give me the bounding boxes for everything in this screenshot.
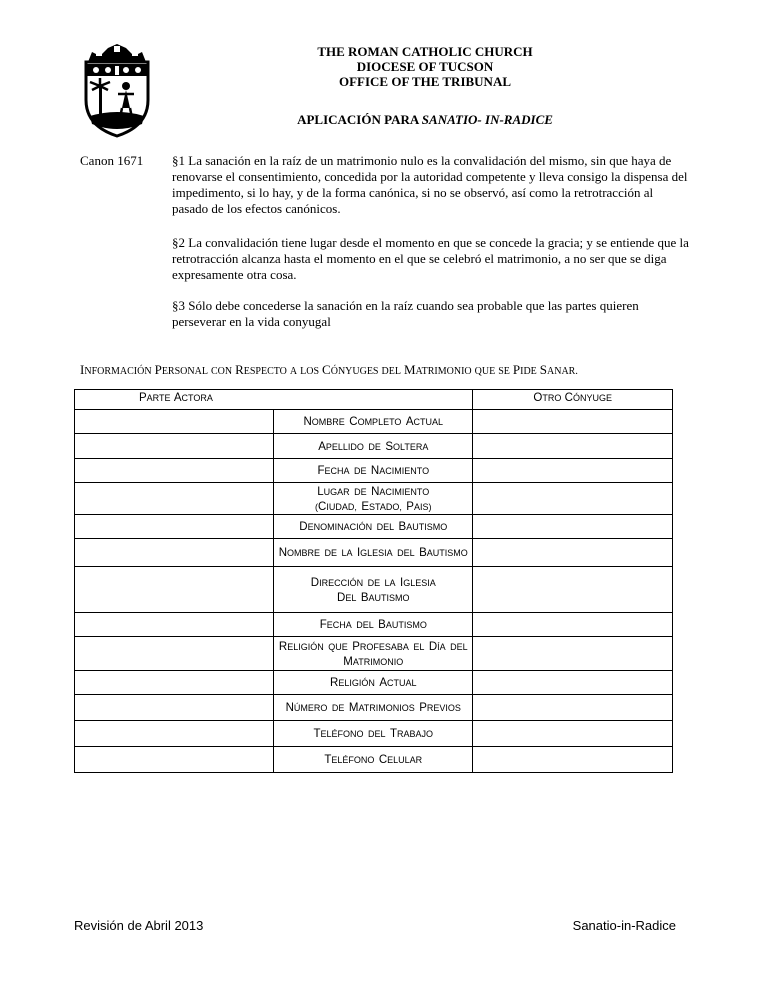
row-label-line-2: MATRIMONIO (343, 655, 404, 668)
table-row (75, 695, 673, 721)
row-label (274, 637, 473, 671)
otro-conyuge-field[interactable] (473, 459, 673, 483)
otro-conyuge-field[interactable] (473, 434, 673, 459)
row-label-line: NÚMERO DE MATRIMONIOS PREVIOS (285, 702, 461, 714)
application-title-prefix: APLICACIÓN PARA (297, 112, 422, 127)
otro-conyuge-field[interactable] (473, 671, 673, 695)
table-row (75, 539, 673, 567)
table-row (75, 747, 673, 773)
row-label-line: RELIGIÓN QUE PROFESABA EL DÍA DEL (278, 640, 468, 653)
row-label (274, 671, 473, 695)
row-label (274, 434, 473, 459)
parte-actora-header: PARTE ACTORA (139, 392, 213, 404)
row-label-line: FECHA DEL BAUTISMO (319, 619, 427, 631)
table-row (75, 434, 673, 459)
parte-actora-field[interactable] (75, 747, 274, 773)
parte-actora-field[interactable] (75, 434, 274, 459)
table-row (75, 410, 673, 434)
table-row (75, 671, 673, 695)
otro-conyuge-field[interactable] (473, 539, 673, 567)
row-label-line: LUGAR DE NACIMIENTO (317, 485, 430, 498)
table-row (75, 721, 673, 747)
row-label-line: RELIGIÓN ACTUAL (330, 677, 417, 689)
row-label (274, 459, 473, 483)
parte-actora-field[interactable] (75, 459, 274, 483)
application-title (230, 112, 620, 128)
otro-conyuge-field[interactable] (473, 410, 673, 434)
table-row (75, 459, 673, 483)
row-label-line: DENOMINACIÓN DEL BAUTISMO (299, 521, 448, 533)
canon-label: Canon 1671 (80, 153, 144, 168)
footer-revision: Revisión de Abril 2013 (74, 918, 204, 933)
header-line-church: THE ROMAN CATHOLIC CHURCH (317, 44, 533, 59)
section-heading-text: INFORMACIÓN PERSONAL CON RESPECTO A LOS CÓNYUGES DEL MATRIMONIO QUE SE PIDE SANAR. (80, 362, 578, 377)
row-label-line: DIRECCIÓN DE LA IGLESIA (310, 576, 436, 589)
parte-actora-field[interactable] (75, 613, 274, 637)
table-header-row (75, 390, 673, 410)
otro-conyuge-field[interactable] (473, 515, 673, 539)
header-line-office: OFFICE OF THE TRIBUNAL (338, 74, 512, 89)
parte-actora-field[interactable] (75, 515, 274, 539)
row-label (274, 410, 473, 434)
table-row (75, 613, 673, 637)
row-label-line: NOMBRE DE LA IGLESIA DEL BAUTISMO (278, 547, 468, 559)
diocese-crest-logo (82, 42, 152, 138)
table-row (75, 637, 673, 671)
otro-conyuge-field[interactable] (473, 637, 673, 671)
row-label (274, 567, 473, 613)
header-line-diocese: DIOCESE OF TUCSON (356, 59, 494, 74)
otro-conyuge-field[interactable] (473, 721, 673, 747)
canon-paragraph-1: §1 La sanación en la raíz de un matrimonio nulo es la convalidación del mismo, sin que haya de renovarse el consentimiento, concedida por la autoridad competente y lleva consigo la dispensa del impedimento, si lo hay, y de la forma canónica, si no se observó, así como la retrotracción al pasado de los efectos canónicos. (172, 153, 688, 216)
row-label-line: TELÉFONO DEL TRABAJO (313, 728, 434, 740)
parte-actora-field[interactable] (75, 671, 274, 695)
table-row (75, 567, 673, 613)
row-label (274, 747, 473, 773)
row-label (274, 695, 473, 721)
row-label-line-2: DEL BAUTISMO (337, 591, 410, 604)
parte-actora-field[interactable] (75, 539, 274, 567)
parte-actora-field[interactable] (75, 695, 274, 721)
row-label (274, 721, 473, 747)
row-label-line: FECHA DE NACIMIENTO (317, 465, 430, 477)
canon-paragraph-3: §3 Sólo debe concederse la sanación en la raíz cuando sea probable que las partes quieren perseverar en la vida conyugal (172, 298, 639, 329)
otro-conyuge-header: OTRO CÓNYUGE (533, 392, 612, 404)
canon-paragraph-2: §2 La convalidación tiene lugar desde el momento en que se concede la gracia; y se entiende que la retrotracción alcanza hasta el momento en el que se celebró el matrimonio, a no ser que se diga expresamente otra cosa. (172, 235, 689, 282)
application-title-emphasis: SANATIO- IN-RADICE (421, 112, 553, 127)
table-row (75, 515, 673, 539)
spouse-info-table (74, 389, 673, 773)
parte-actora-field[interactable] (75, 483, 274, 515)
table-row (75, 483, 673, 515)
row-label (274, 483, 473, 515)
row-label-line: NOMBRE COMPLETO ACTUAL (303, 416, 444, 428)
otro-conyuge-field[interactable] (473, 483, 673, 515)
row-label-line-2: (CIUDAD, ESTADO, PAIS) (315, 500, 432, 513)
otro-conyuge-field[interactable] (473, 613, 673, 637)
otro-conyuge-field[interactable] (473, 567, 673, 613)
section-heading (80, 362, 578, 378)
row-label (274, 539, 473, 567)
parte-actora-field[interactable] (75, 410, 274, 434)
otro-conyuge-field[interactable] (473, 695, 673, 721)
parte-actora-field[interactable] (75, 567, 274, 613)
row-label-line: APELLIDO DE SOLTERA (318, 440, 429, 453)
parte-actora-field[interactable] (75, 721, 274, 747)
row-label (274, 613, 473, 637)
otro-conyuge-field[interactable] (473, 747, 673, 773)
row-label (274, 515, 473, 539)
left-column-header (75, 390, 473, 410)
footer-form-name: Sanatio-in-Radice (572, 918, 676, 933)
row-label-line: TELÉFONO CELULAR (324, 754, 423, 766)
parte-actora-field[interactable] (75, 637, 274, 671)
right-column-header (473, 390, 673, 410)
